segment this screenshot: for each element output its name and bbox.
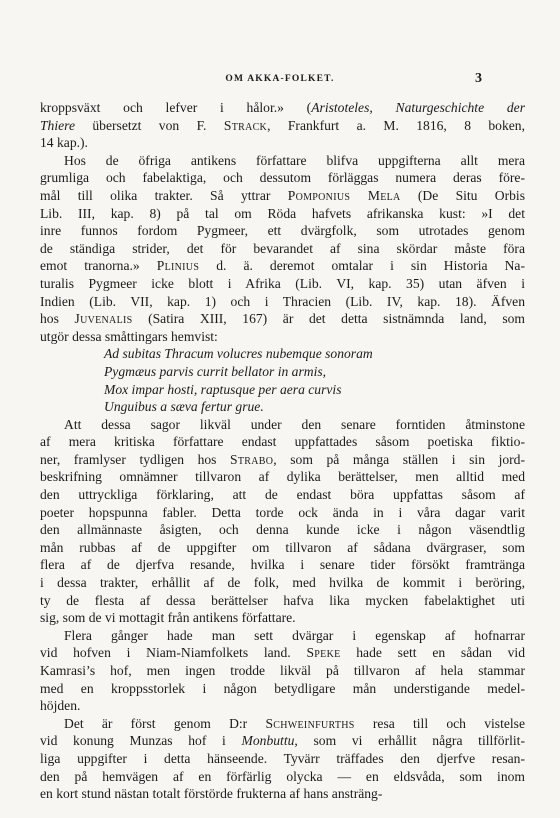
text-segment: Kamrasi’s hof, men ingen trodde likväl på tillvaron af hela stammar (40, 663, 525, 678)
text-line (40, 468, 525, 486)
text-segment: grumliga och fabelaktiga, och dessutom förläggas numera deras före- (40, 170, 525, 186)
text-segment: Mox impar hosti, raptusque per aera curvis (104, 381, 342, 397)
text-segment: kroppsväxt och lefver i hålor.» ( (40, 100, 312, 115)
text-line (40, 117, 525, 135)
text-segment: , Frankfurt a. M. 1816, 8 boken, (267, 117, 525, 133)
text-segment: af mera kritiska författare endast uppfattades såsom poetiska fiktio- (40, 434, 525, 450)
text-segment: den uttryckliga förklaring, att de endast böra uppfattas såsom af (40, 487, 525, 503)
text-line (40, 521, 525, 539)
text-segment: emot tranorna.» (40, 258, 157, 274)
text-line (40, 152, 525, 170)
body-text (40, 99, 525, 803)
text-segment: hos (40, 311, 75, 327)
text-line (40, 715, 525, 733)
text-segment: Ad subitas Thracum volucres nubemque sonoram (104, 346, 373, 362)
text-segment: vid hofven i Niam-Niamfolkets land. (40, 645, 307, 661)
text-line (40, 134, 525, 152)
text-segment: Att dessa sagor likväl under den senare forntiden åtminstone (64, 416, 525, 432)
text-segment: mål till olika trakter. Så yttrar (40, 187, 288, 203)
text-line (40, 750, 525, 768)
text-segment: (Satira XIII, 167) är det detta sistnämnda land, som (132, 311, 525, 327)
text-line (40, 732, 525, 750)
text-segment: utgör dessa småttingars hemvist: (40, 328, 218, 344)
text-segment: , som vi erhållit några tillförlit- (294, 733, 525, 749)
text-segment: vid konung Munzas hof i (40, 733, 242, 749)
text-segment: Strack (223, 117, 268, 133)
text-line (40, 451, 525, 469)
text-line (40, 187, 525, 205)
text-line (40, 433, 525, 451)
text-line (40, 556, 525, 574)
text-segment: Pomponius Mela (287, 187, 401, 203)
text-line (40, 328, 525, 346)
poem-line (104, 381, 525, 399)
paragraph (40, 99, 525, 152)
text-line (40, 222, 525, 240)
text-segment: Plinius (156, 258, 200, 274)
text-segment: de ständiga strider, det för bevarandet af sina skördar måste föra (40, 240, 525, 256)
text-segment: med en kroppsstorlek i någon betydligare mån understigande medel- (40, 680, 525, 696)
text-line (40, 644, 525, 662)
text-line (40, 785, 525, 803)
text-line (40, 205, 525, 223)
text-segment: en kort stund nästan totalt förstörde frukterna af hans ansträng- (40, 786, 383, 802)
text-segment: resa till och vistelse (354, 715, 525, 731)
text-segment: Flera gånger hade man sett dvärgar i egenskap af hofnarrar (64, 627, 525, 643)
text-segment: höjden. (40, 698, 81, 714)
poem-line (104, 398, 525, 416)
text-line (40, 768, 525, 786)
running-head (0, 71, 560, 92)
text-segment: ty de flesta af dessa berättelser hafva lika mycken fabelaktighet uti (40, 592, 525, 608)
text-line (40, 627, 525, 645)
text-segment: Lib. III, kap. 8) på tal om Röda hafvets afrikanska kust: »I det (40, 205, 525, 221)
text-line (40, 592, 525, 610)
text-segment: beskrifning omnämner tillvaron af dylika berättelser, men alltid med (40, 469, 525, 485)
text-segment: Speke (306, 645, 341, 661)
text-segment: sig, som de vi mottagit från antikens författare. (40, 610, 296, 626)
text-line (40, 293, 525, 311)
text-segment: Pygmæus parvis currit bellator in armis, (104, 363, 327, 379)
text-segment: Strabo (230, 451, 274, 467)
text-segment: flera af de djerfva resande, hvilka i senare tider försökt framtränga (40, 557, 525, 573)
text-segment: liga uppgifter i detta hänseende. Tyvärr träffades den djerfve resan- (40, 750, 525, 766)
text-line (40, 240, 525, 258)
paragraph (40, 416, 525, 627)
text-line (40, 169, 525, 187)
poem-quotation (104, 345, 525, 415)
text-segment: den allmännaste åsigten, och denna kunde icke i någon väsendtlig (40, 522, 525, 538)
text-line (40, 275, 525, 293)
text-segment: i dessa trakter, erhållit af de folk, med hvilka de kommit i beröring, (40, 575, 525, 591)
page-number: 3 (475, 71, 482, 86)
text-segment: 14 kap.). (40, 135, 88, 151)
text-line (40, 609, 525, 627)
text-segment: den på hemvägen af en förfärlig olycka — en eldsvåda, som inom (40, 768, 525, 784)
text-segment: ner, framlyser tydligen hos (40, 451, 231, 467)
text-line (40, 257, 525, 275)
text-segment: Schweinfurths (265, 715, 355, 731)
text-segment: Aristoteles, Naturgeschichte der (311, 100, 525, 115)
text-segment: Thiere (40, 117, 75, 133)
text-segment: übersetzt von F. (75, 117, 224, 133)
text-line (40, 310, 525, 328)
text-segment: mån rubbas af de uppgifter om tillvaron af sådana dvärgraser, som (40, 539, 525, 555)
paragraph (40, 627, 525, 715)
text-line (40, 697, 525, 715)
text-segment: inre funnos fordom Pygmeer, ett dvärgfolk, som utrotades genom (40, 223, 525, 239)
text-segment: Juvenalis (74, 311, 133, 327)
text-line (40, 574, 525, 592)
poem-line (104, 363, 525, 381)
text-line (40, 504, 525, 522)
text-line (40, 680, 525, 698)
text-segment: hade sett en sådan vid (340, 645, 525, 661)
paragraph (40, 152, 525, 346)
text-segment: Monbuttu (241, 733, 295, 749)
text-line (40, 416, 525, 434)
text-segment: Det är först genom D:r (64, 715, 266, 731)
text-segment: d. ä. deremot omtalar i sin Historia Na- (199, 258, 525, 274)
text-line (40, 486, 525, 504)
text-segment: , som på många ställen i sin jord- (273, 451, 525, 467)
text-segment: (De Situ Orbis (400, 187, 526, 203)
text-segment: Indien (Lib. VII, kap. 1) och i Thracien (Lib. IV, kap. 18). Äfven (40, 293, 525, 309)
paragraph (40, 715, 525, 803)
text-segment: poeter hopspunna fabler. Detta torde ock ända in i våra dagar varit (40, 504, 525, 520)
text-segment: Unguibus a sæva fertur grue. (104, 399, 264, 415)
text-segment: Hos de öfriga antikens författare blifva uppgifterna allt mera (64, 152, 525, 168)
text-line (40, 662, 525, 680)
text-line (40, 99, 525, 117)
text-line (40, 539, 525, 557)
running-title: OM AKKA-FOLKET. (225, 74, 335, 84)
poem-line (104, 345, 525, 363)
text-segment: turalis Pygmeer icke blott i Afrika (Lib. VI, kap. 35) utan äfven i (40, 275, 525, 291)
